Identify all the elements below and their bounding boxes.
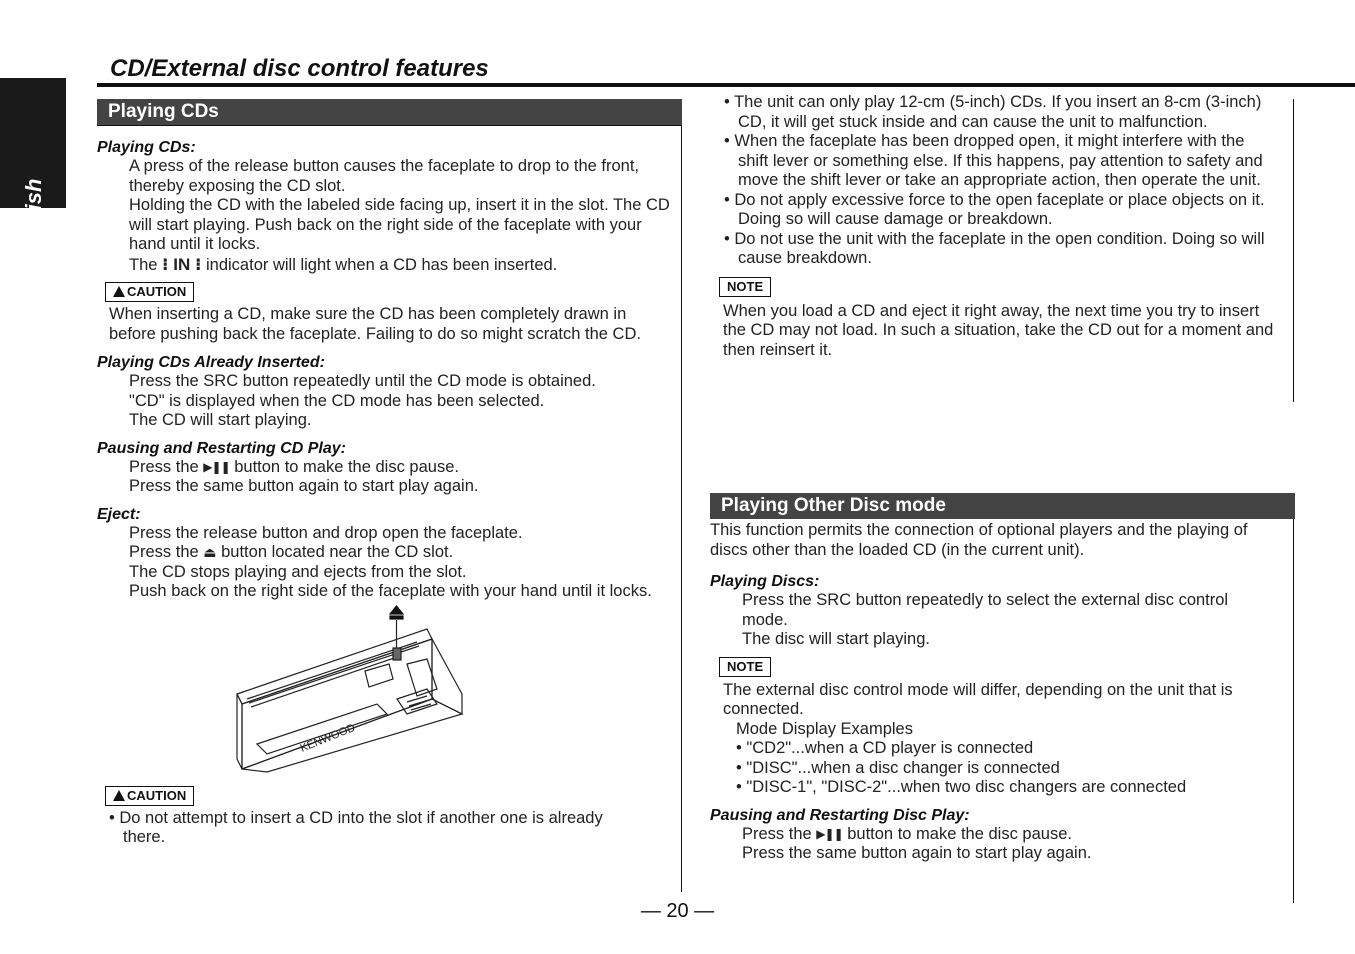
title-rule <box>97 83 1355 87</box>
already-inserted-line: "CD" is displayed when the CD mode has been selected. <box>129 391 545 410</box>
note-bullet: • Do not apply excessive force to the open faceplate or place objects on it. Doing so will cause damage or breakdown. <box>724 190 1265 228</box>
note-text: When you load a CD and eject it right away, the next time you try to insert the CD may not load. In such a situation, take the CD out for a moment and then reinsert it. <box>723 301 1274 359</box>
eject-line: The CD stops playing and ejects from the slot. <box>129 562 467 581</box>
indicator-suffix: indicator will light when a CD has been inserted. <box>206 255 558 274</box>
mode-example: • "CD2"...when a CD player is connected <box>736 739 1034 757</box>
eject-line: Press the release button and drop open the faceplate. <box>129 523 523 542</box>
pause-line: Press the ▶❚❚ button to make the disc pause. <box>129 457 459 476</box>
caution-text: When inserting a CD, make sure the CD has been completely drawn in before pushing back the faceplate. Failing to do so might scratch the CD. <box>109 305 641 343</box>
in-indicator-icon: ⁝ IN ⁝ <box>162 254 202 274</box>
caution-label: CAUTION <box>105 786 194 806</box>
eject-icon: ⏏ <box>203 544 217 560</box>
note-bullet: • Do not use the unit with the faceplate in the open condition. Doing so will cause breakdown. <box>724 229 1265 267</box>
mode-example: • "DISC-1", "DISC-2"...when two disc changers are connected <box>736 778 1187 796</box>
pause-header: Pausing and Restarting CD Play: <box>97 439 346 457</box>
note-bullet: • When the faceplate has been dropped open, it might interfere with the shift lever or something else. If this happens, pay attention to safety and move the shift lever or take an appropriate action, then operate the unit. <box>724 132 1263 189</box>
note-bullet: • The unit can only play 12-cm (5-inch) CDs. If you insert an 8-cm (3-inch) CD, it will get stuck inside and can cause the unit to malfunction. <box>724 93 1262 131</box>
pause-line: Press the same button again to start play again. <box>129 477 479 495</box>
caution-label: CAUTION <box>105 282 194 302</box>
faceplate-illustration <box>97 604 682 782</box>
play-pause-icon: ▶❚❚ <box>203 459 230 474</box>
language-label: English <box>21 178 46 258</box>
disc-pause-line: Press the same button again to start play again. <box>742 844 1092 862</box>
caution-bullet: • Do not attempt to insert a CD into the slot if another one is already there. <box>109 808 603 846</box>
playing-cds-line: A press of the release button causes the faceplate to drop to the front, thereby exposing the CD slot. <box>129 157 639 195</box>
mode-examples-title: Mode Display Examples <box>736 719 913 738</box>
eject-line: Press the ⏏ button located near the CD slot. <box>129 543 454 561</box>
left-column <box>97 99 682 848</box>
language-tab <box>0 78 66 258</box>
eject-header: Eject: <box>97 505 141 523</box>
in-indicator-line <box>97 255 682 276</box>
already-inserted-line: The CD will start playing. <box>129 411 312 429</box>
right-column-top <box>710 93 1295 360</box>
already-inserted-line: Press the SRC button repeatedly until the CD mode is obtained. <box>129 372 596 390</box>
eject-line: Push back on the right side of the faceplate with your hand until it locks. <box>129 582 652 600</box>
disc-pause-header: Pausing and Restarting Disc Play: <box>710 806 970 824</box>
warning-icon <box>113 286 125 297</box>
section-underline <box>97 125 682 126</box>
section-other-disc: Playing Other Disc mode <box>710 493 1295 519</box>
in-indicator-text: IN <box>173 254 191 274</box>
playing-cds-line: Holding the CD with the labeled side facing up, insert it in the slot. The CD will start playing. Push back on the right side of the faceplate with your hand until it locks. <box>129 196 670 253</box>
indicator-prefix: The <box>129 255 158 274</box>
note-text: The external disc control mode will differ, depending on the unit that is connected. <box>723 680 1233 718</box>
right-column-bottom <box>710 493 1295 864</box>
section-playing-cds: Playing CDs <box>97 99 682 125</box>
brand-logo: KENWOOD <box>298 721 357 755</box>
playing-cds-header: Playing CDs: <box>97 139 196 156</box>
play-pause-icon: ▶❚❚ <box>816 826 843 841</box>
other-disc-intro: This function permits the connection of optional players and the playing of discs other than the loaded CD (in the current unit). <box>710 521 1248 559</box>
playing-discs-line: Press the SRC button repeatedly to select the external disc control mode. <box>742 591 1229 629</box>
warning-icon <box>113 790 125 801</box>
playing-discs-header: Playing Discs: <box>710 573 820 590</box>
playing-discs-line: The disc will start playing. <box>742 630 930 648</box>
note-label: NOTE <box>719 277 771 297</box>
already-inserted-header: Playing CDs Already Inserted: <box>97 354 325 371</box>
note-label: NOTE <box>719 657 771 677</box>
page-number: — 20 — <box>640 900 715 922</box>
disc-pause-line: Press the ▶❚❚ button to make the disc pause. <box>742 824 1072 843</box>
page-title: CD/External disc control features <box>110 55 489 82</box>
mode-example: • "DISC"...when a disc changer is connected <box>736 758 1060 777</box>
